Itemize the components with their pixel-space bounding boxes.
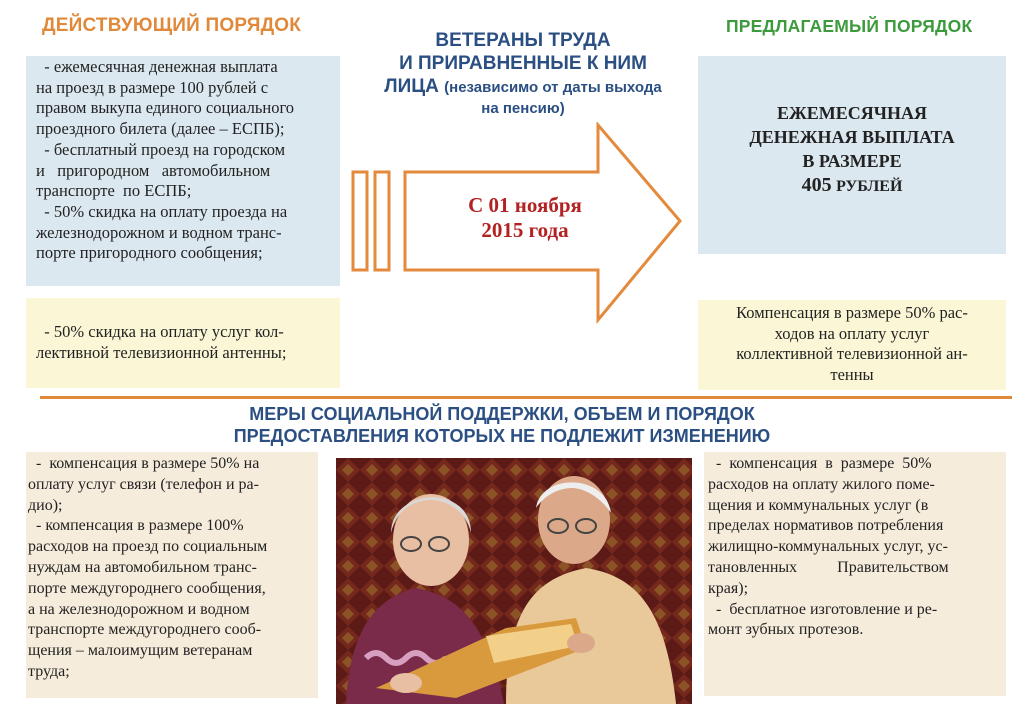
current-line: проездного билета (далее – ЕСПБ); — [36, 119, 285, 139]
unchanged-title-line1: МЕРЫ СОЦИАЛЬНОЙ ПОДДЕРЖКИ, ОБЪЕМ И ПОРЯДОК — [249, 404, 755, 424]
unchanged-right-line: - бесплатное изготовление и ре- — [708, 600, 938, 618]
current-line: на проезд в размере 100 рублей с — [36, 77, 269, 97]
start-date — [400, 193, 650, 243]
current-line: порте пригородного сообщения; — [36, 243, 263, 263]
compensation-line: тенны — [830, 365, 874, 385]
current-tv-line: лективной телевизионной антенны; — [36, 342, 287, 362]
unchanged-left-line: - компенсация в размере 50% на — [28, 455, 260, 472]
unchanged-left-line: расходов на проезд по социальным — [28, 538, 268, 556]
current-tv-line: - 50% скидка на оплату услуг кол- — [36, 322, 284, 341]
veterans-title-line2: И ПРИРАВНЕННЫЕ К НИМ — [399, 53, 647, 74]
current-line: правом выкупа единого социального — [36, 98, 295, 118]
unchanged-right-line: края); — [708, 579, 749, 597]
proposed-payment-text — [698, 101, 1006, 199]
unchanged-left-line: оплату услуг связи (телефон и ра- — [28, 475, 259, 493]
unchanged-right-line: жилищно-коммунальных услуг, ус- — [708, 538, 948, 556]
unchanged-right-line: монт зубных протезов. — [708, 621, 864, 639]
current-benefits-text — [36, 57, 336, 264]
unchanged-left-line: нуждам на автомобильном транс- — [28, 558, 257, 576]
veterans-title — [350, 29, 696, 118]
veterans-title-line1: ВЕТЕРАНЫ ТРУДА — [435, 30, 611, 51]
start-date-line1: С 01 ноября — [468, 193, 582, 217]
payment-line: В РАЗМЕРЕ — [802, 151, 902, 171]
unchanged-left-line: транспорте междугороднего сооб- — [28, 621, 262, 639]
arrow-bar-2 — [375, 172, 389, 270]
payment-amount-number: 405 — [801, 174, 832, 196]
current-tv-text — [36, 322, 336, 363]
veterans-title-line3 — [350, 75, 696, 99]
current-line: транспорте по ЕСПБ; — [36, 181, 192, 201]
proposed-compensation-text — [700, 303, 1004, 386]
unchanged-right-line: щения и коммунальных услуг (в — [708, 496, 929, 514]
unchanged-measures-title — [0, 403, 1024, 447]
compensation-line: ходов на оплату услуг — [774, 323, 930, 343]
current-line: - ежемесячная денежная выплата — [36, 57, 278, 76]
current-line: - бесплатный проезд на городском — [36, 139, 286, 159]
unchanged-right-line: расходов на оплату жилого поме- — [708, 475, 935, 493]
unchanged-left-line: труда; — [28, 662, 70, 680]
unchanged-left-line: а на железнодорожном и водном — [28, 600, 250, 618]
current-line: и пригородном автомобильном — [36, 160, 271, 180]
unchanged-left-line: дио); — [28, 496, 63, 514]
unchanged-right-line: тановленных Правительством — [708, 558, 949, 576]
arrow-bar-1 — [353, 172, 367, 270]
veterans-note-part1: (независимо от даты выхода — [444, 79, 662, 96]
proposed-order-header: ПРЕДЛАГАЕМЫЙ ПОРЯДОК — [726, 16, 973, 36]
section-divider — [40, 396, 1012, 399]
unchanged-left-text — [28, 454, 318, 683]
unchanged-right-line: пределах нормативов потребления — [708, 517, 944, 535]
payment-line: ДЕНЕЖНАЯ ВЫПЛАТА — [749, 127, 955, 147]
current-line: - 50% скидка на оплату проезда на — [36, 201, 288, 221]
current-order-header: ДЕЙСТВУЮЩИЙ ПОРЯДОК — [42, 15, 302, 36]
payment-amount-unit: РУБЛЕЙ — [836, 178, 903, 195]
compensation-line: Компенсация в размере 50% рас- — [736, 303, 968, 322]
current-line: железнодорожном и водном транс- — [36, 222, 282, 242]
unchanged-left-line: порте междугороднего сообщения, — [28, 579, 266, 597]
unchanged-left-line: - компенсация в размере 100% — [28, 517, 244, 535]
unchanged-title-line2: ПРЕДОСТАВЛЕНИЯ КОТОРЫХ НЕ ПОДЛЕЖИТ ИЗМЕНЕНИЮ — [233, 426, 771, 446]
compensation-line: коллективной телевизионной ан- — [736, 344, 968, 364]
unchanged-right-line: - компенсация в размере 50% — [708, 455, 932, 472]
elderly-couple-photo — [336, 458, 692, 704]
veterans-note-part2: на пенсию) — [481, 100, 565, 117]
start-date-line2: 2015 года — [481, 218, 569, 242]
unchanged-left-line: щения – малоимущим ветеранам — [28, 642, 253, 660]
payment-amount — [698, 173, 1006, 199]
payment-line: ЕЖЕМЕСЯЧНАЯ — [776, 103, 927, 123]
unchanged-right-text — [708, 454, 1004, 641]
veterans-title-lica: ЛИЦА — [384, 76, 439, 97]
